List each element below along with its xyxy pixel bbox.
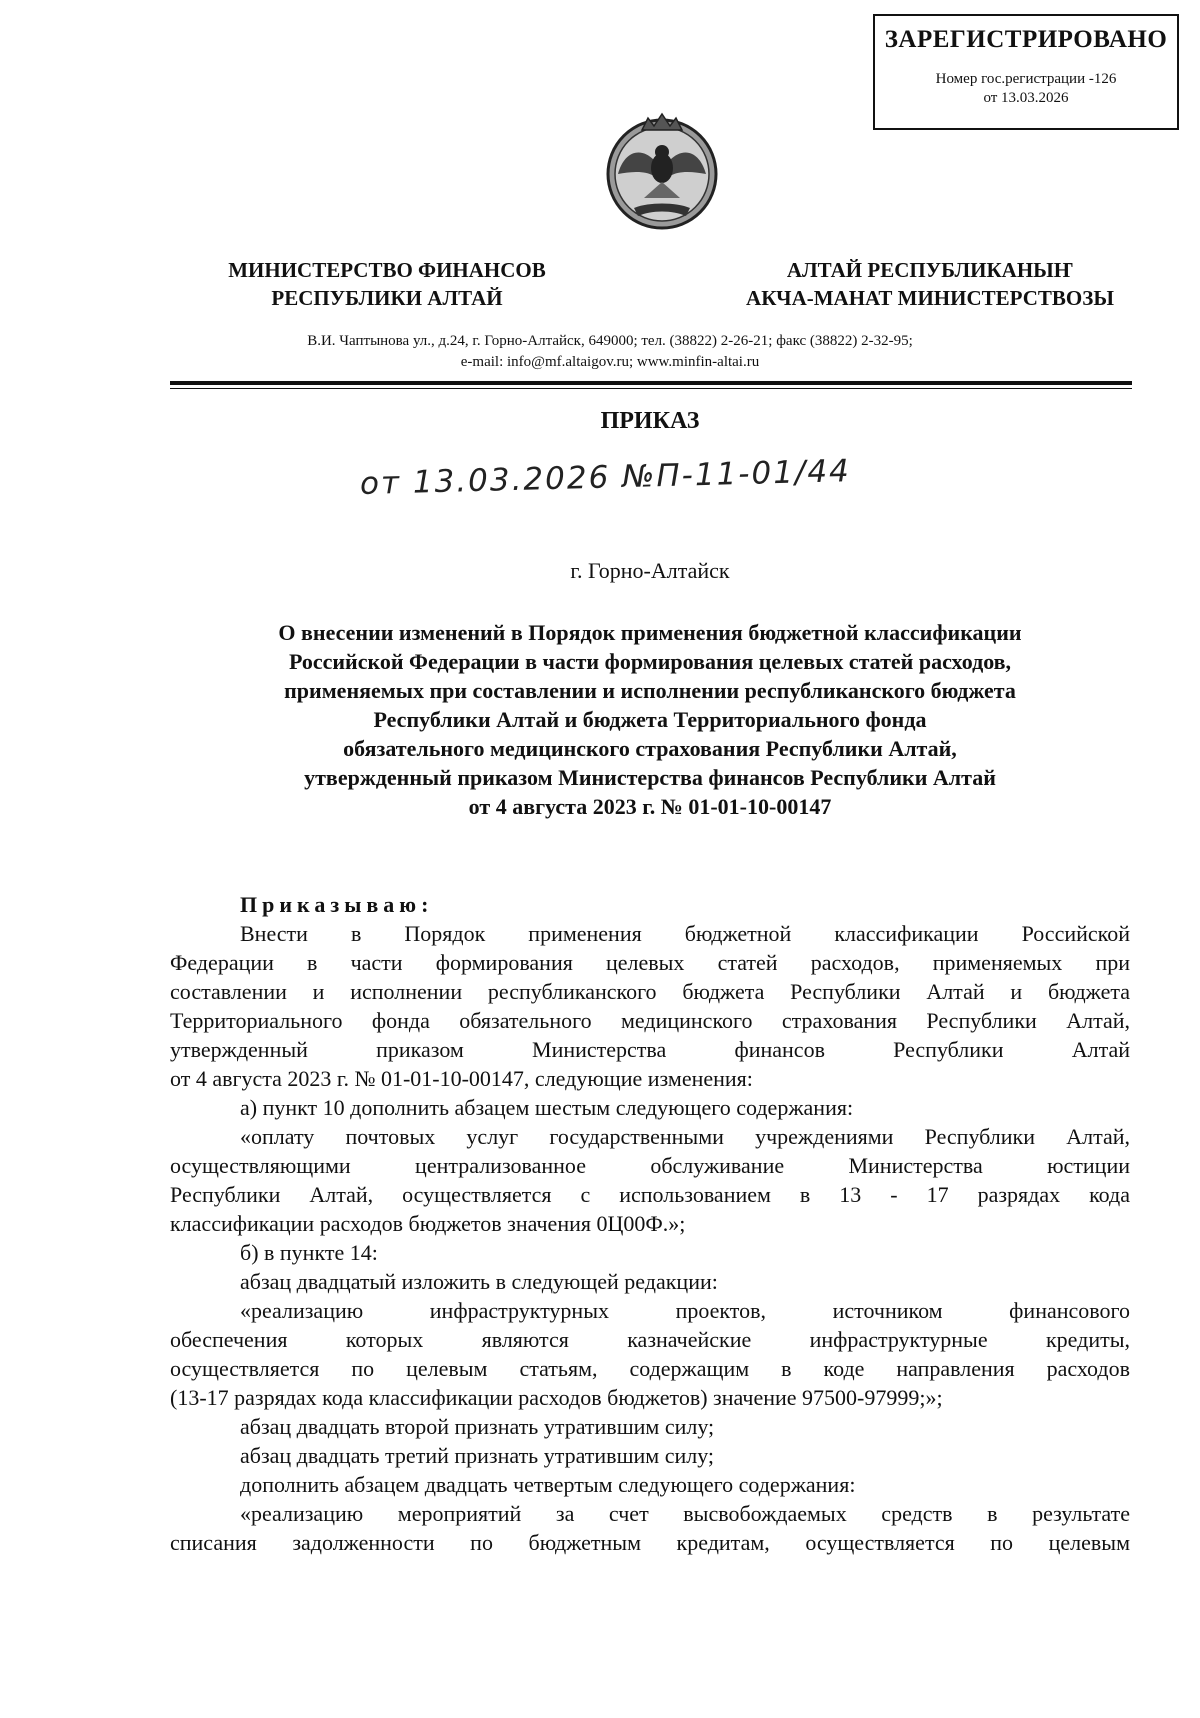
body-line: составлении и исполнении республиканского бюджета Республики Алтай и бюджета [170, 979, 1130, 1004]
header-divider-thick [170, 381, 1132, 385]
body-line: обеспечения которых являются казначейские инфраструктурные кредиты, [170, 1327, 1130, 1352]
title-line: от 4 августа 2023 г. № 01-01-10-00147 [468, 794, 832, 819]
ministry-name-alt-line-1: АЛТАЙ РЕСПУБЛИКАНЫҤ [786, 258, 1074, 282]
stamp-registration-date: от 13.03.2026 [983, 90, 1069, 106]
title-line: Республики Алтай и бюджета Территориального фонда [373, 707, 927, 732]
order-body [170, 890, 1130, 1557]
body-line: Республики Алтай, осуществляется с использованием в 13 - 17 разрядах кода [170, 1182, 1130, 1207]
body-line: «реализацию инфраструктурных проектов, источником финансового [240, 1298, 1130, 1323]
body-line: б) в пункте 14: [240, 1240, 378, 1265]
title-line: применяемых при составлении и исполнении республиканского бюджета [284, 678, 1016, 703]
body-line: Внести в Порядок применения бюджетной классификации Российской [240, 921, 1130, 946]
document-type: ПРИКАЗ [600, 408, 700, 434]
address-line-1: В.И. Чаптынова ул., д.24, г. Горно-Алтайск, 649000; тел. (38822) 2-26-21; факс (38822) 2-32-95; [307, 333, 913, 349]
order-title [190, 618, 1110, 821]
ministry-name-altai [730, 256, 1130, 312]
body-line: «реализацию мероприятий за счет высвобождаемых средств в результате [240, 1501, 1130, 1526]
ministry-name-russian [192, 256, 582, 312]
body-line: абзац двадцать второй признать утратившим силу; [240, 1414, 715, 1439]
ministry-name-ru-line-1: МИНИСТЕРСТВО ФИНАНСОВ [228, 258, 546, 282]
body-line: утвержденный приказом Министерства финансов Республики Алтай [170, 1037, 1130, 1062]
body-line: осуществляющими централизованное обслуживание Министерства юстиции [170, 1153, 1130, 1178]
city-name: г. Горно-Алтайск [570, 558, 730, 583]
body-line: осуществляется по целевым статьям, содержащим в коде направления расходов [170, 1356, 1130, 1381]
body-line: (13-17 разрядах кода классификации расходов бюджетов) значение 97500-97999;»; [170, 1385, 943, 1410]
address-line-2: e-mail: info@mf.altaigov.ru; www.minfin-altai.ru [460, 354, 760, 370]
header-divider-thin [170, 388, 1132, 389]
body-line: дополнить абзацем двадцать четвертым следующего содержания: [240, 1472, 856, 1497]
stamp-registration-number: Номер гос.регистрации -126 [935, 71, 1117, 87]
body-line: списания задолженности по бюджетным кредитам, осуществляется по целевым [170, 1530, 1130, 1555]
title-line: утвержденный приказом Министерства финансов Республики Алтай [304, 765, 996, 790]
body-line: классификации расходов бюджетов значения 0Ц00Ф.»; [170, 1211, 686, 1236]
order-word: Приказываю: [240, 892, 434, 917]
ministry-name-alt-line-2: АКЧА-МАНАТ МИНИСТЕРСТВОЗЫ [746, 286, 1114, 310]
body-line: Территориального фонда обязательного медицинского страхования Республики Алтай, [170, 1008, 1130, 1033]
ministry-address [170, 331, 1050, 373]
ministry-name-ru-line-2: РЕСПУБЛИКИ АЛТАЙ [271, 286, 503, 310]
body-line: абзац двадцать третий признать утратившим силу; [240, 1443, 715, 1468]
registration-stamp [873, 14, 1179, 130]
altai-emblem-icon [604, 112, 720, 232]
stamp-title: ЗАРЕГИСТРИРОВАНО [884, 26, 1168, 53]
title-line: обязательного медицинского страхования Республики Алтай, [343, 736, 957, 761]
title-line: О внесении изменений в Порядок применения бюджетной классификации [278, 620, 1022, 645]
body-line: а) пункт 10 дополнить абзацем шестым следующего содержания: [240, 1095, 854, 1120]
body-line: «оплату почтовых услуг государственными учреждениями Республики Алтай, [240, 1124, 1130, 1149]
body-line: абзац двадцатый изложить в следующей редакции: [240, 1269, 718, 1294]
title-line: Российской Федерации в части формирования целевых статей расходов, [288, 649, 1012, 674]
body-line: Федерации в части формирования целевых статей расходов, применяемых при [170, 950, 1130, 975]
body-line: от 4 августа 2023 г. № 01-01-10-00147, следующие изменения: [170, 1066, 753, 1091]
handwritten-order-number: от 13.03.2026 №П-11-01/44 [359, 453, 852, 502]
